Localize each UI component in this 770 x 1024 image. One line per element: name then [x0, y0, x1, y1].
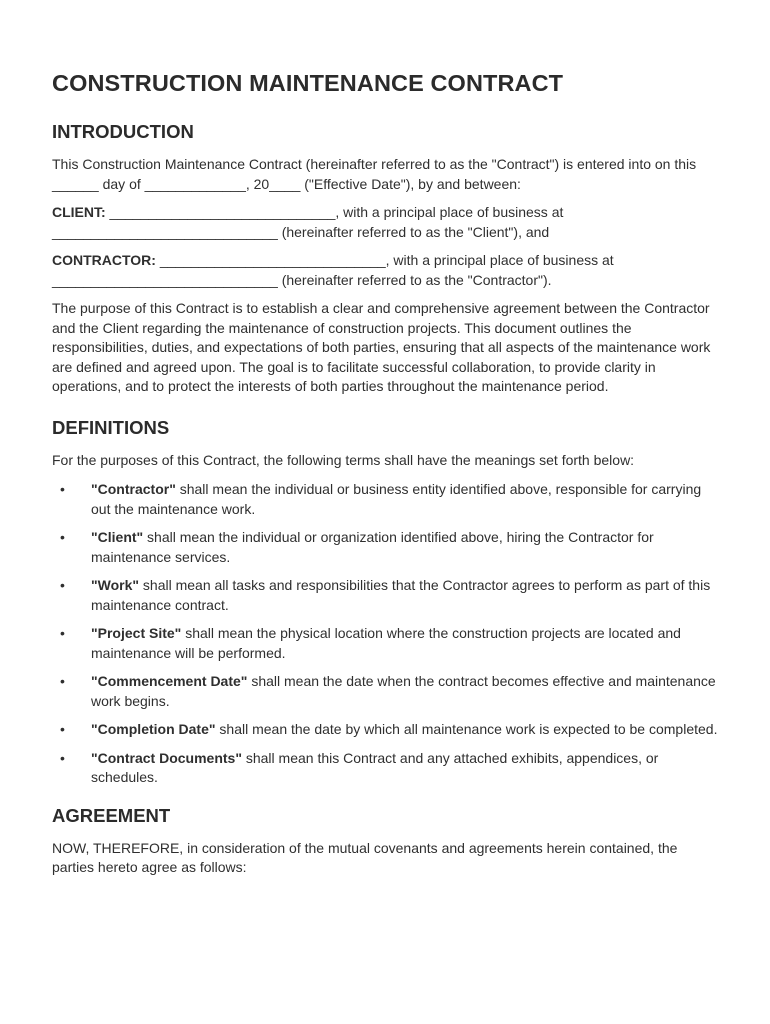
definition-term: "Contractor": [91, 481, 176, 497]
definition-term: "Project Site": [91, 625, 182, 641]
definition-text: shall mean the physical location where the construction projects are located and maintenance will be performed.: [91, 625, 681, 661]
list-item: [52, 672, 718, 711]
client-text: _____________________________, with a principal place of business at _____________________________ (hereinafter referred to as the "Client"), and: [52, 204, 564, 240]
list-item: [52, 528, 718, 567]
definitions-list: [52, 480, 718, 788]
bullet-icon: •: [60, 625, 65, 641]
client-paragraph: [52, 203, 718, 242]
definition-term: "Work": [91, 577, 140, 593]
introduction-opening: This Construction Maintenance Contract (hereinafter referred to as the "Contract") is entered into on this ______ day of _____________, 20____ ("Effective Date"), by and between:: [52, 156, 697, 192]
definition-term: "Client": [91, 529, 144, 545]
agreement-heading: AGREEMENT: [52, 804, 171, 826]
definition-text: shall mean this Contract and any attached exhibits, appendices, or schedules.: [91, 749, 659, 785]
client-label: CLIENT:: [52, 204, 106, 220]
definition-text: shall mean the date by which all maintenance work is expected to be completed.: [215, 721, 718, 737]
agreement-paragraph: NOW, THEREFORE, in consideration of the mutual covenants and agreements herein contained, the parties hereto agree as follows:: [52, 839, 678, 875]
definition-term: "Completion Date": [91, 721, 216, 737]
list-item: [52, 576, 718, 615]
definition-text: shall mean all tasks and responsibilities that the Contractor agrees to perform as part of this maintenance contract.: [91, 577, 711, 613]
bullet-icon: •: [60, 481, 65, 497]
bullet-icon: •: [60, 749, 65, 766]
list-item: [52, 720, 718, 740]
bullet-icon: •: [60, 721, 65, 737]
definition-text: shall mean the date when the contract becomes effective and maintenance work begins.: [91, 673, 716, 709]
contractor-text: _____________________________, with a principal place of business at _____________________________ (hereinafter referred to as the "Contractor").: [52, 252, 614, 288]
list-item: [52, 624, 718, 663]
definition-text: shall mean the individual or business entity identified above, responsible for carrying out the maintenance work.: [91, 481, 702, 517]
document-title: CONSTRUCTION MAINTENANCE CONTRACT: [52, 70, 564, 96]
contractor-paragraph: [52, 251, 718, 290]
definition-term: "Commencement Date": [91, 673, 248, 689]
definitions-intro: For the purposes of this Contract, the following terms shall have the meanings set forth below:: [52, 451, 635, 468]
definitions-heading: DEFINITIONS: [52, 416, 170, 438]
definition-text: shall mean the individual or organization identified above, hiring the Contractor for maintenance services.: [91, 529, 654, 565]
bullet-icon: •: [60, 529, 65, 545]
definition-term: "Contract Documents": [91, 749, 242, 766]
bullet-icon: •: [60, 673, 65, 689]
list-item: [52, 480, 718, 519]
bullet-icon: •: [60, 577, 65, 593]
introduction-heading: INTRODUCTION: [52, 121, 194, 142]
contractor-label: CONTRACTOR:: [52, 252, 156, 268]
list-item: [52, 749, 718, 788]
purpose-paragraph: The purpose of this Contract is to establish a clear and comprehensive agreement between the Contractor and the Client regarding the maintenance of construction projects. This document outlines the responsibilities, duties, and expectations of both parties, ensuring that all aspects of the maintenance work are defined and agreed upon. The goal is to facilitate successful collaboration, to provide clarity in operations, and to protect the interests of both parties throughout the maintenance period.: [52, 300, 711, 394]
